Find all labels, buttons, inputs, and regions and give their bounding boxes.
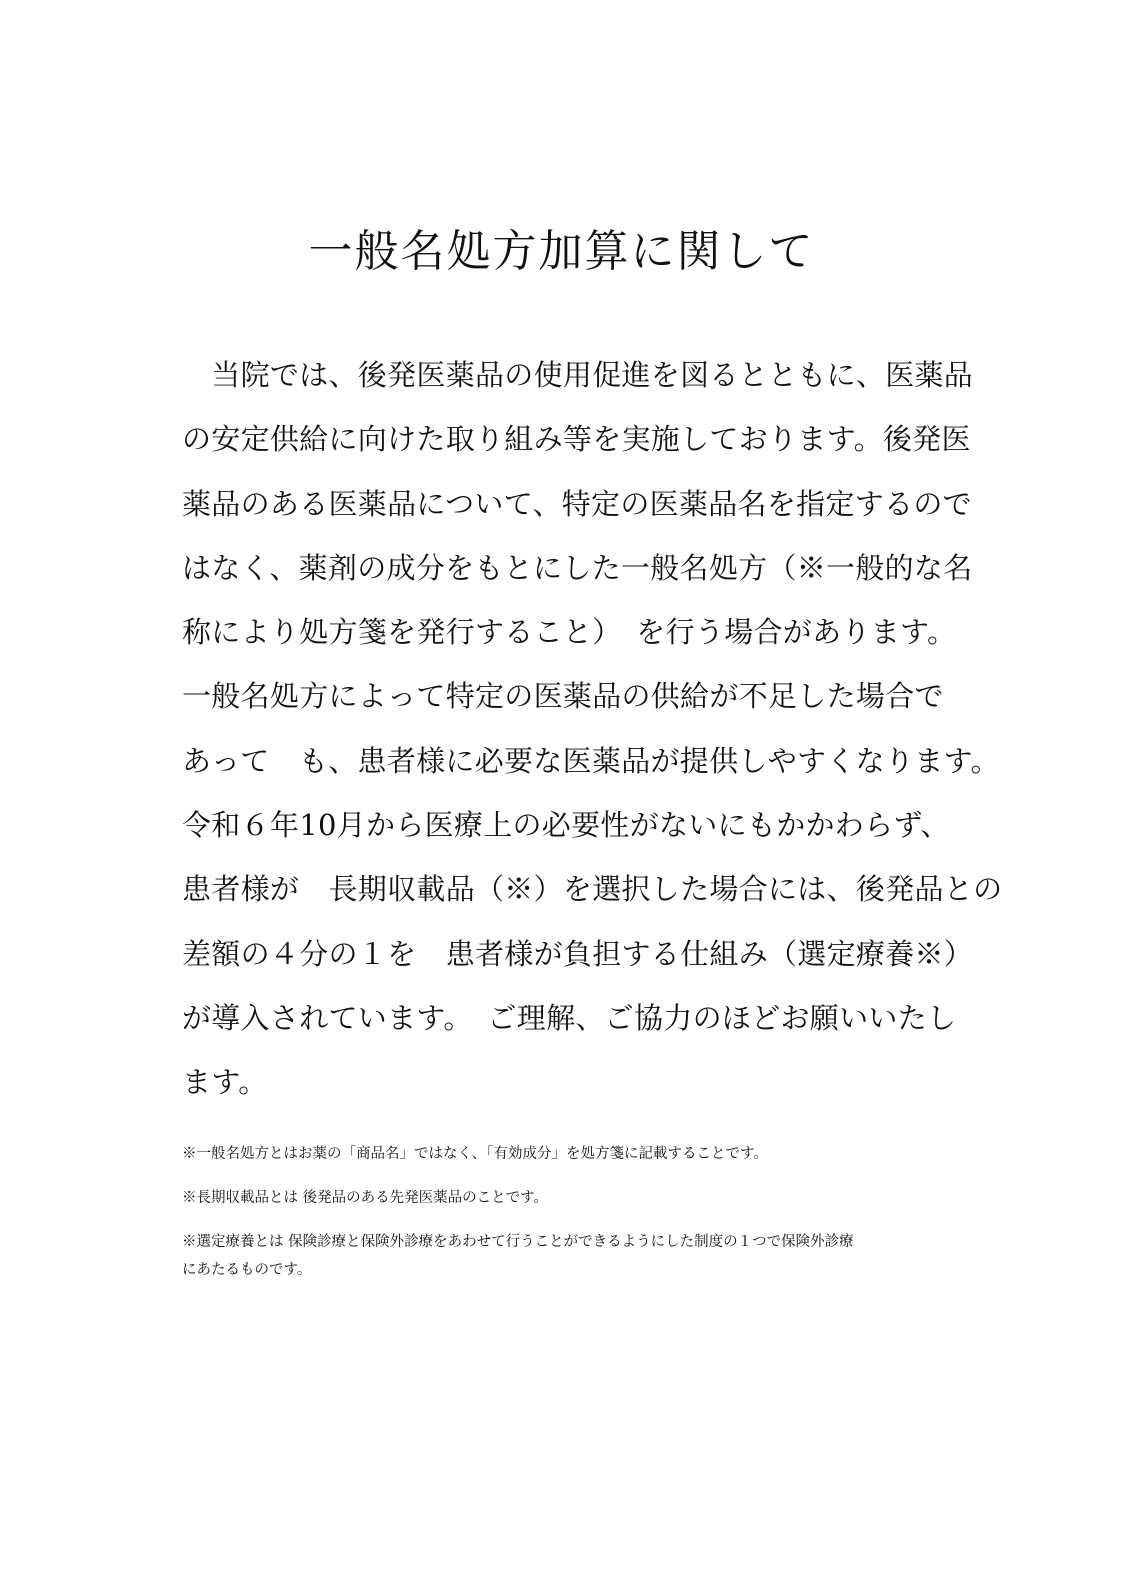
body-line-8: 令和６年10月から医療上の必要性がないにもかかわらず、 [182,808,950,843]
body-line-5: 称により処方箋を発行すること） を行う場合があります。 [182,615,957,650]
footnote-selective-care-line-1: ※選定療養とは 保険診療と保険外診療をあわせて行うことができるようにした制度の１つで保険外診療 [182,1234,854,1250]
body-line-10: 差額の４分の１を 患者様が負担する仕組み（選定療養※） [182,936,974,971]
body-line-3: 薬品のある医薬品について、特定の医薬品名を指定するので [182,486,972,521]
footnote-generic-prescription: ※一般名処方とはお薬の「商品名」ではなく、「有効成分」を処方箋に記載することです。 [182,1146,768,1162]
body-line-7: あって も、患者様に必要な医薬品が提供しやすくなります。 [182,743,1000,778]
body-line-4: はなく、薬剤の成分をもとにした一般名処方（※一般的な名 [182,550,973,585]
body-line-1: 当院では、後発医薬品の使用促進を図るとともに、医薬品 [182,358,974,392]
footnote-spacer [182,1168,962,1184]
body-line-9: 患者様が 長期収載品（※）を選択した場合には、後発品との [182,872,1003,907]
page-title: 一般名処方加算に関して [308,226,815,277]
body-line-2: の安定供給に向けた取り組み等を実施しております。後発医 [182,422,971,457]
footnote-long-listed-drug: ※長期収載品とは 後発品のある先発医薬品のことです。 [182,1190,548,1206]
body-text [182,350,1003,1122]
body-line-6: 一般名処方によって特定の医薬品の供給が不足した場合で [182,679,944,714]
footnotes [182,1140,962,1284]
body-line-11: が導入されています。 ご理解、ご協力のほどお願いいたし [182,1000,957,1035]
footnote-spacer [182,1212,962,1228]
footnote-selective-care-line-2: にあたるものです。 [182,1262,312,1278]
body-line-12: ます。 [182,1065,268,1100]
